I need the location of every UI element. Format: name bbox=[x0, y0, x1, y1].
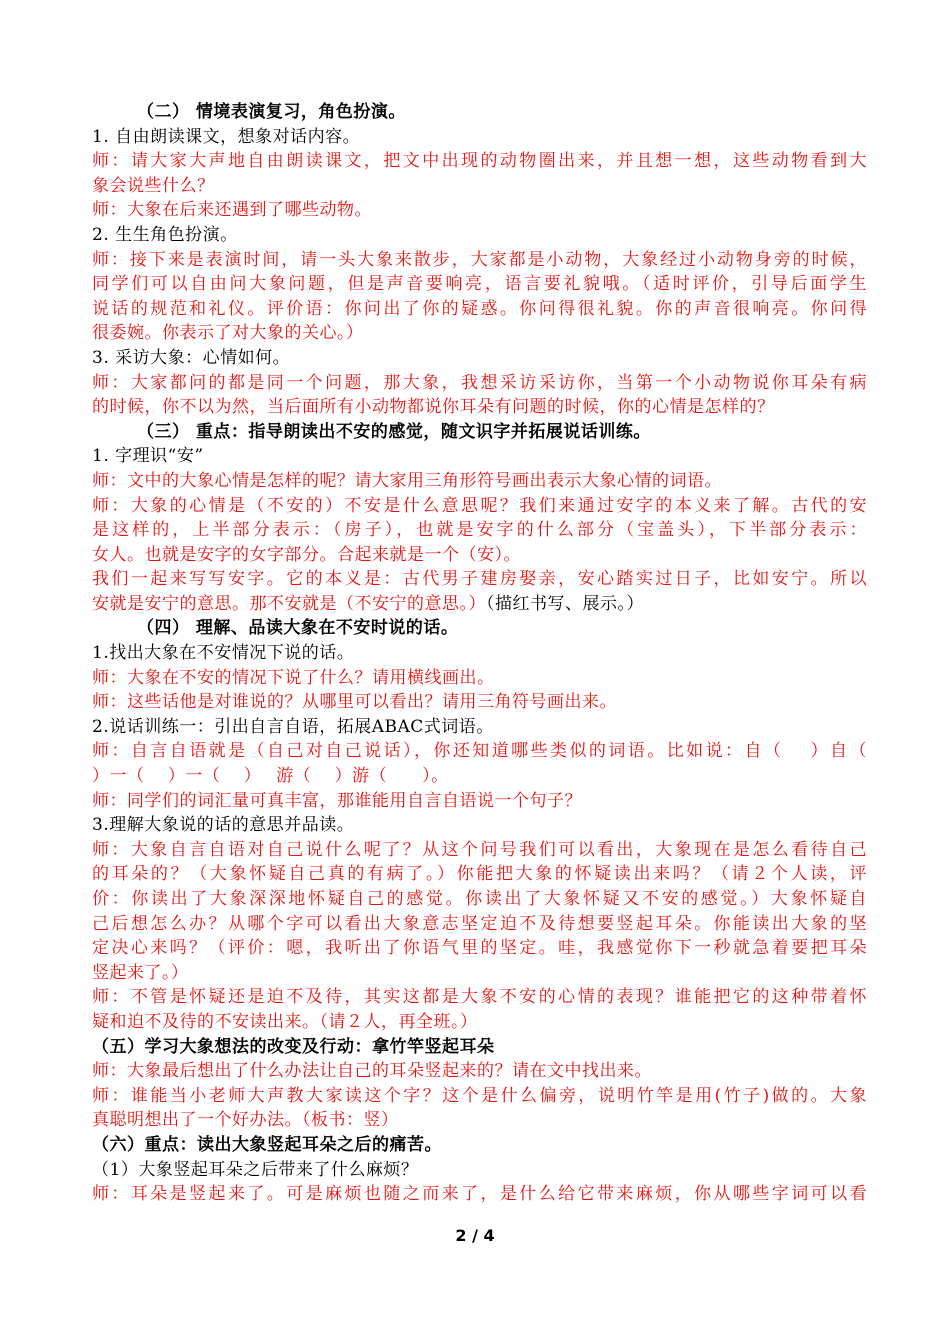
document-body bbox=[92, 100, 867, 1207]
line-text: （四） 理解、品读大象在不安时说的话。 bbox=[137, 618, 459, 639]
line-text: 师：请大家大声地自由朗读课文，把文中出现的动物圈出来，并且想一想，这些动物看到大 bbox=[92, 151, 867, 172]
text-line bbox=[92, 223, 867, 248]
text-line bbox=[92, 248, 867, 273]
line-text: 师：大象的心情是（不安的）不安是什么意思呢？我们来通过安字的本义来了解。古代的安 bbox=[92, 495, 867, 516]
line-text: （二） 情境表演复习，角色扮演。 bbox=[137, 102, 406, 122]
text-line bbox=[92, 764, 867, 789]
text-line bbox=[92, 592, 867, 617]
text-line bbox=[92, 125, 867, 150]
text-line bbox=[92, 789, 867, 814]
text-line bbox=[92, 985, 867, 1010]
line-text: 定决心来吗？（评价：嗯，我听出了你语气里的坚定。哇，我感觉你下一秒就急着要把耳朵 bbox=[92, 938, 867, 959]
line-text: 我们一起来写写安字。它的本义是：古代男子建房娶亲，安心踏实过日子，比如安宁。所以 bbox=[92, 569, 867, 590]
line-text: ）一（ ）一（ ） 游（ ）游（ ）。 bbox=[92, 766, 449, 787]
line-text: （1）大象竖起耳朵之后带来了什么麻烦？ bbox=[92, 1159, 419, 1180]
text-line bbox=[92, 149, 867, 174]
text-line bbox=[92, 1158, 867, 1183]
line-text: 师：谁能当小老师大声教大家读这个字？这个是什么偏旁，说明竹竿是用(竹子)做的。大象 bbox=[92, 1085, 867, 1106]
line-text: 师：大象在后来还遇到了哪些动物。 bbox=[92, 200, 372, 221]
line-text: 师：大象最后想出了什么办法让自己的耳朵竖起来的？请在文中找出来。 bbox=[92, 1061, 652, 1082]
text-line bbox=[92, 1084, 867, 1109]
line-text: 真聪明想出了一个好办法。（板书：竖） bbox=[92, 1110, 399, 1131]
section-heading bbox=[92, 1035, 867, 1060]
text-line bbox=[92, 690, 867, 715]
line-text: 师：这些话他是对谁说的？从哪里可以看出？请用三角符号画出来。 bbox=[92, 692, 617, 713]
text-line bbox=[92, 813, 867, 838]
text-line bbox=[92, 321, 867, 346]
line-text: （六）重点：读出大象竖起耳朵之后的痛苦。 bbox=[92, 1134, 442, 1155]
line-text: 很委婉。你表示了对大象的关心。） bbox=[92, 323, 364, 344]
text-line bbox=[92, 346, 867, 371]
line-text: 竖起来了。） bbox=[92, 962, 189, 983]
section-heading bbox=[92, 1133, 867, 1158]
text-line bbox=[92, 543, 867, 568]
line-text: 师：自言自语就是（自己对自己说话），你还知道哪些类似的词语。比如说：自（ ）自（ bbox=[92, 741, 867, 762]
text-line bbox=[92, 838, 867, 863]
line-text: 3.理解大象说的话的意思并品读。 bbox=[92, 815, 355, 836]
line-text: （五）学习大象想法的改变及行动：拿竹竿竖起耳朵 bbox=[92, 1036, 495, 1057]
line-text: 师：文中的大象心情是怎样的呢？请大家用三角形符号画出表示大象心情的词语。 bbox=[92, 470, 722, 491]
section-heading bbox=[92, 420, 867, 445]
page-number: 2 / 4 bbox=[455, 1226, 495, 1245]
line-text: 1. 自由朗读课文，想象对话内容。 bbox=[92, 126, 361, 147]
line-text: （三） 重点：指导朗读出不安的感觉，随文识字并拓展说话训练。 bbox=[137, 421, 651, 442]
text-line bbox=[92, 1010, 867, 1035]
section-heading bbox=[92, 100, 867, 125]
line-text: 疑和迫不及待的不安读出来。（请２人，再全班。） bbox=[92, 1011, 478, 1032]
line-text: 是这样的，上半部分表示：（房子），也就是安字的什么部分（宝盖头），下半部分表示： bbox=[92, 520, 867, 541]
line-text: 2.说话训练一：引出自言自语，拓展ABAC式词语。 bbox=[92, 716, 494, 737]
line-text: 同学们可以自由问大象问题，但是声音要响亮，语言要礼貌哦。（适时评价，引导后面学生 bbox=[92, 274, 867, 295]
line-text: 师：接下来是表演时间，请一头大象来散步，大家都是小动物，大象经过小动物身旁的时候， bbox=[92, 249, 867, 270]
line-text: 师：大象在不安的情况下说了什么？请用横线画出。 bbox=[92, 667, 495, 688]
line-text: 2. 生生角色扮演。 bbox=[92, 224, 238, 245]
line-text: 师：不管是怀疑还是迫不及待，其实这都是大象不安的心情的表现？谁能把它的这种带着怀 bbox=[92, 987, 867, 1008]
text-line bbox=[92, 739, 867, 764]
text-line bbox=[92, 469, 867, 494]
text-line bbox=[92, 912, 867, 937]
text-line bbox=[92, 641, 867, 666]
text-line bbox=[92, 862, 867, 887]
text-line bbox=[92, 174, 867, 199]
line-text: 价：你读出了大象深深地怀疑自己的感觉。你读出了大象怀疑又不安的感觉。）大象怀疑自 bbox=[92, 889, 867, 909]
line-text: 1.找出大象在不安情况下说的话。 bbox=[92, 643, 355, 664]
text-line bbox=[92, 1182, 867, 1207]
line-text: 师：大象自言自语对自己说什么呢了？从这个问号我们可以看出，大象现在是怎么看待自己 bbox=[92, 839, 867, 860]
text-line bbox=[92, 567, 867, 592]
text-line bbox=[92, 961, 867, 986]
line-text: 己后想怎么办？从哪个字可以看出大象意志坚定迫不及待想要竖起耳朵。你能读出大象的坚 bbox=[92, 913, 867, 934]
text-line bbox=[92, 1108, 867, 1133]
text-line bbox=[92, 518, 867, 543]
text-line bbox=[92, 715, 867, 740]
text-line bbox=[92, 887, 867, 912]
line-text: 师：耳朵是竖起来了。可是麻烦也随之而来了，是什么给它带来麻烦，你从哪些字词可以看 bbox=[92, 1184, 867, 1205]
line-text: 说话的规范和礼仪。评价语：你问出了你的疑惑。你问得很礼貌。你的声音很响亮。你问得 bbox=[92, 298, 867, 319]
text-line bbox=[92, 666, 867, 691]
line-text: 的时候，你不以为然，当后面所有小动物都说你耳朵有问题的时候，你的心情是怎样的？ bbox=[92, 397, 775, 418]
section-heading bbox=[92, 616, 867, 641]
text-line bbox=[92, 272, 867, 297]
text-line bbox=[92, 297, 867, 322]
text-line bbox=[92, 395, 867, 420]
line-text: 女人。也就是安字的女字部分。合起来就是一个（安）。 bbox=[92, 544, 521, 565]
line-text: 师：同学们的词汇量可真丰富，那谁能用自言自语说一个句子？ bbox=[92, 790, 582, 811]
text-line bbox=[92, 371, 867, 396]
line-text: 象会说些什么？ bbox=[92, 175, 215, 196]
text-line bbox=[92, 494, 867, 519]
line-text: 1. 字理识“安” bbox=[92, 446, 204, 467]
line-text: 3. 采访大象：心情如何。 bbox=[92, 347, 291, 368]
line-text: 师：大家都问的都是同一个问题，那大象，我想采访采访你，当第一个小动物说你耳朵有病 bbox=[92, 372, 867, 393]
line-text: 安就是安宁的意思。那不安就是（不安宁的意思。） bbox=[92, 593, 486, 614]
line-tail-text: （描红书写、展示。） bbox=[486, 593, 644, 614]
text-line bbox=[92, 936, 867, 961]
text-line bbox=[92, 444, 867, 469]
text-line bbox=[92, 198, 867, 223]
line-text: 的耳朵的？（大象怀疑自己真的有病了。）你能把大象的怀疑读出来吗？（请２个人读，评 bbox=[92, 864, 867, 885]
text-line bbox=[92, 1059, 867, 1084]
